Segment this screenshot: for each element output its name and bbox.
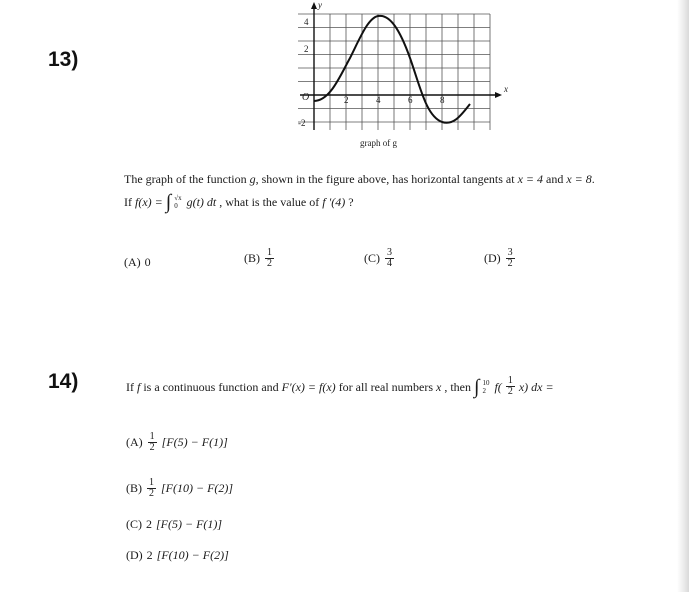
q14-choice-a[interactable]: (A) $\frac{1}{2}$ [F(5) − F(1)]: [126, 431, 228, 453]
curve-g: [314, 16, 470, 123]
q13-choice-b[interactable]: (B) $\frac{1}{2}$: [244, 247, 272, 269]
q14-choice-b[interactable]: (B) $\frac{1}{2}$ [F(10) − F(2)]: [126, 477, 234, 499]
q14-choice-d[interactable]: (D) 2 [F(10) − F(2)]: [126, 548, 229, 562]
y-tick-neg2: -2: [298, 118, 306, 128]
q13-statement-line1: The graph of the function g, shown in the figure above, has horizontal tangents at x = 4 and x = 8.: [124, 172, 595, 186]
q13-choice-d[interactable]: (D) $\frac{3}{2}$: [484, 247, 513, 269]
y-tick-4: 4: [304, 17, 309, 27]
q14-choice-c[interactable]: (C) 2 [F(5) − F(1)]: [126, 517, 223, 531]
x-axis-label: x: [504, 84, 508, 94]
origin-label: O: [302, 92, 310, 103]
x-tick-8: 8: [440, 95, 445, 105]
q13-choice-c[interactable]: (C) $\frac{3}{4}$: [364, 247, 392, 269]
q13-statement-line2: If f(x) = ∫ √x 0 g(t) dt , what is the value of f ′(4) ?: [124, 191, 354, 213]
graph-of-g: [280, 0, 520, 150]
x-tick-4: 4: [376, 95, 381, 105]
x-tick-6: 6: [408, 95, 413, 105]
graph-caption: graph of g: [360, 138, 397, 148]
question-14-number: 14): [48, 370, 79, 393]
q14-statement: If f is a continuous function and F′(x) = f(x) for all real numbers x , then ∫ 10 2 f( $\frac{1}{2}$ x) dx =: [126, 375, 554, 398]
q13-choice-a[interactable]: (A) 0: [124, 255, 151, 269]
page-edge-shadow: [677, 0, 689, 592]
y-tick-2: 2: [304, 44, 309, 54]
question-13-number: 13): [48, 48, 79, 71]
x-tick-2: 2: [344, 95, 349, 105]
y-axis-label: y: [318, 0, 322, 10]
